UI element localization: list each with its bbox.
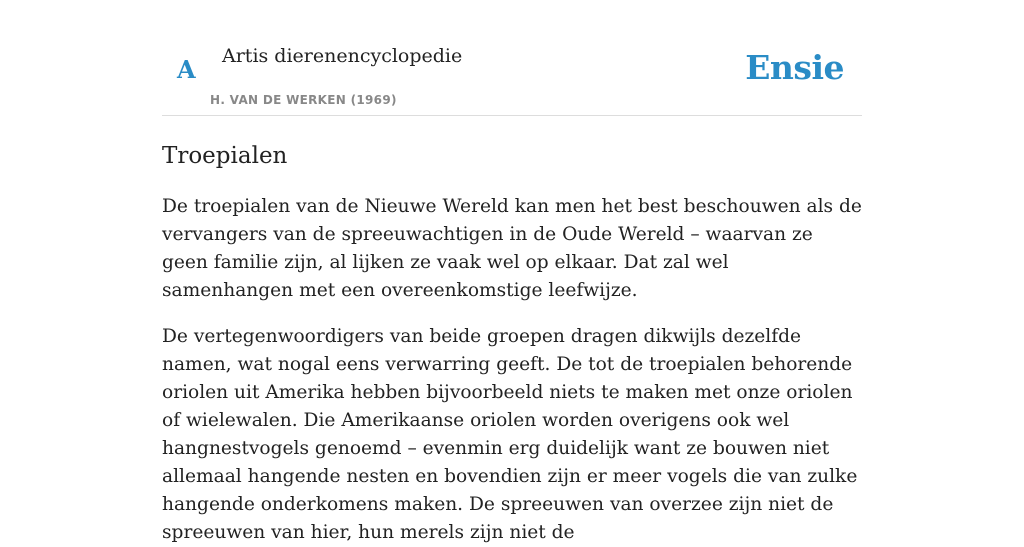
article-title: Troepialen bbox=[162, 143, 288, 169]
article-paragraph: De troepialen van de Nieuwe Wereld kan men het best beschouwen als de vervangers van de spreeuwachtigen in de Oude Wereld – waarvan ze geen familie zijn, al lijken ze vaak wel op elkaar. Dat zal wel samenhangen met een overeenkomstige leefwijze. bbox=[162, 196, 862, 301]
letter-index-link[interactable]: A bbox=[177, 55, 196, 84]
publication-author: H. VAN DE WERKEN (1969) bbox=[210, 93, 397, 107]
header bbox=[162, 0, 862, 116]
publication-title: Artis dierenencyclopedie bbox=[222, 45, 463, 67]
page bbox=[162, 0, 862, 547]
brand-logo[interactable]: Ensie bbox=[745, 48, 844, 87]
article-paragraph: De vertegenwoordigers van beide groepen dragen dikwijls dezelfde namen, wat nogal eens verwarring geeft. De tot de troepialen behorende oriolen uit Amerika hebben bijvoorbeeld niets te maken met onze oriolen of wielewalen. Die Amerikaanse oriolen worden overigens ook wel hangnestvogels genoemd – evenmin erg duidelijk want ze bouwen niet allemaal hangende nesten en bovendien zijn er meer vogels die van zulke hangende onderkomens maken. De spreeuwen van overzee zijn niet de spreeuwen van hier, hun merels zijn niet de bbox=[162, 326, 858, 543]
